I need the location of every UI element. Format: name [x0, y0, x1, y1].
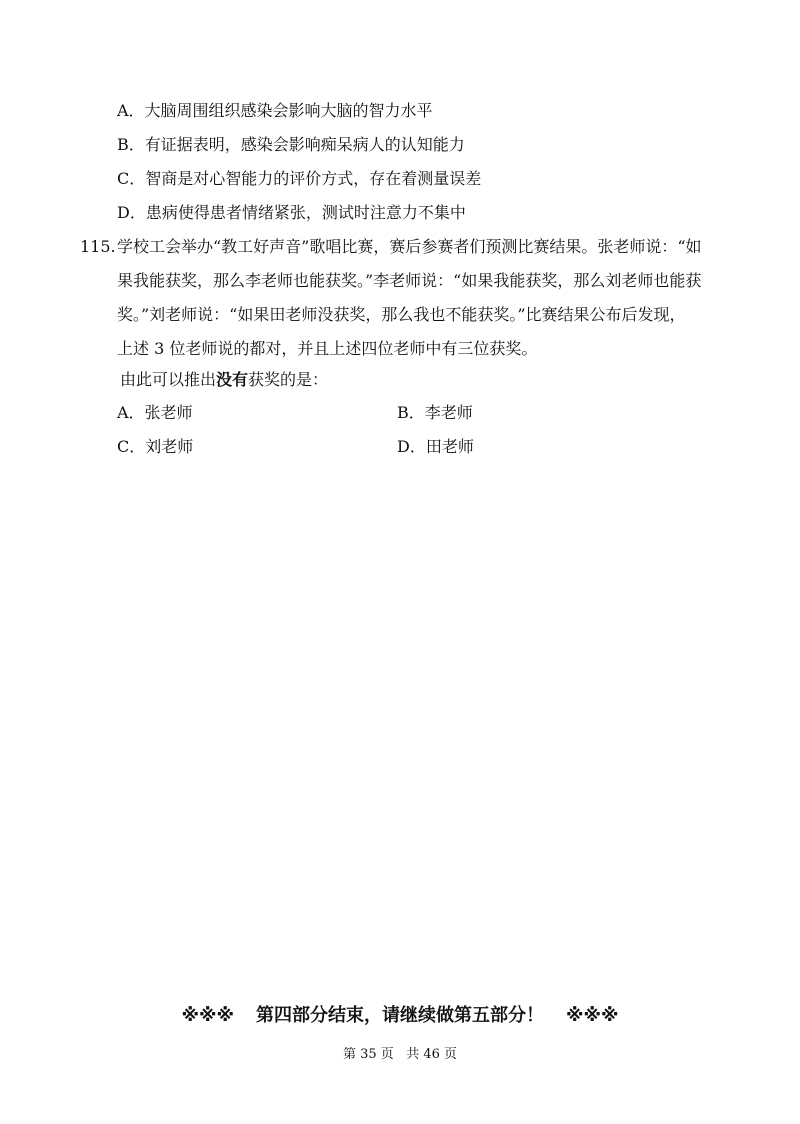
option-b: B．李老师	[397, 403, 473, 422]
prev-option-b: B．有证据表明，感染会影响痴呆病人的认知能力	[117, 135, 465, 154]
banner-marks-left: ※※※	[181, 1005, 234, 1026]
question-number: 115.	[80, 237, 116, 256]
prev-option-c: C．智商是对心智能力的评价方式，存在着测量误差	[117, 169, 482, 188]
question-line-2: 果我能获奖，那么李老师也能获奖。”李老师说：“如果我能获奖，那么刘老师也能获	[117, 271, 702, 290]
prompt-after: 获奖的是：	[248, 370, 329, 389]
question-line-4: 上述 3 位老师说的都对，并且上述四位老师中有三位获奖。	[117, 339, 538, 358]
prompt-before: 由此可以推出	[120, 370, 217, 389]
question-line-1: 学校工会举办“教工好声音”歌唱比赛，赛后参赛者们预测比赛结果。张老师说：“如	[117, 237, 702, 256]
section-end-banner	[0, 1003, 800, 1029]
prev-option-d: D．患病使得患者情绪紧张，测试时注意力不集中	[117, 203, 466, 222]
banner-marks-right: ※※※	[566, 1005, 619, 1026]
prev-option-a: A．大脑周围组织感染会影响大脑的智力水平	[117, 101, 433, 120]
question-line-3: 奖。”刘老师说：“如果田老师没获奖，那么我也不能获奖。”比赛结果公布后发现，	[117, 305, 686, 324]
prompt-emphasis: 没有	[216, 370, 249, 389]
banner-text: 第四部分结束，请继续做第五部分！	[256, 1005, 544, 1026]
page-footer: 第 35 页 共 46 页	[342, 1047, 457, 1062]
option-a: A．张老师	[117, 403, 193, 422]
question-prompt	[120, 368, 328, 392]
option-d: D．田老师	[397, 437, 474, 456]
option-c: C．刘老师	[117, 437, 194, 456]
